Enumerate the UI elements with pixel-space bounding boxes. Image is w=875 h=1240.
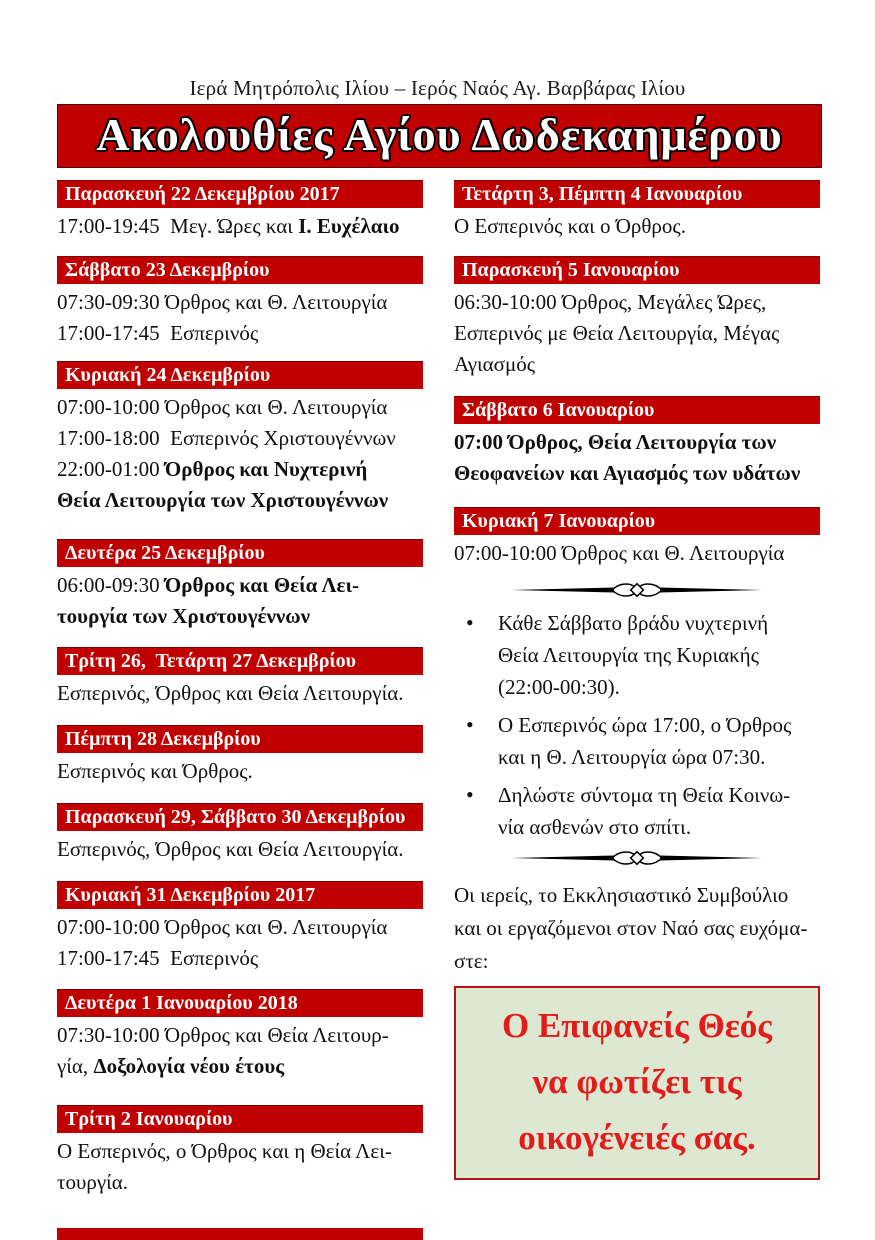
- text-segment: Αγιασμός: [454, 352, 536, 376]
- entry-body: [57, 567, 423, 632]
- entry-line: [57, 485, 423, 516]
- schedule-entry: [57, 803, 423, 865]
- entry-body: [57, 675, 423, 709]
- entry-line: [454, 458, 820, 489]
- entry-line: [57, 318, 423, 349]
- note-line: [498, 741, 791, 773]
- greeting-line: Ο Επιφανείς Θεός: [501, 1006, 773, 1045]
- entry-line: [57, 1136, 423, 1167]
- entry-line: [454, 211, 820, 242]
- right-entries: [454, 180, 820, 569]
- note-line: [498, 671, 768, 703]
- entry-body: [454, 535, 820, 569]
- entry-line: [57, 1167, 423, 1198]
- entry-line: [454, 427, 820, 458]
- text-segment: Θεία Λειτουργία της Κυριακής: [498, 643, 759, 667]
- entry-line: [57, 1051, 423, 1082]
- note-text: [498, 709, 791, 773]
- schedule-entry: [57, 1105, 423, 1198]
- schedule-entry: [57, 539, 423, 632]
- entry-line: [454, 287, 820, 318]
- text-segment: και η Θ. Λειτουργία ώρα 07:30.: [498, 745, 766, 769]
- entry-line: [57, 601, 423, 632]
- text-segment: Εσπερινός, Όρθρος και Θεία Λειτουργία.: [57, 681, 404, 705]
- entry-line: [57, 287, 423, 318]
- entry-date-header: Τρίτη 26, Τετάρτη 27 Δεκεμβρίου: [57, 647, 423, 675]
- text-segment: Εσπερινός και Όρθρος.: [57, 759, 253, 783]
- text-segment: Θεία Λειτουργία των Χριστουγέννων: [57, 488, 389, 512]
- entry-date-header: Παρασκευή 22 Δεκεμβρίου 2017: [57, 180, 423, 208]
- note-line: [498, 779, 790, 811]
- schedule-entry: [57, 180, 423, 242]
- entry-body: [57, 389, 423, 516]
- schedule-entry: [454, 180, 820, 242]
- text-segment: Ι. Ευχέλαιο: [298, 214, 400, 238]
- title-banner: [57, 104, 822, 168]
- schedule-entry: [57, 256, 423, 349]
- bullet-icon: •: [466, 782, 474, 807]
- text-segment: τουργία των Χριστουγέννων: [57, 604, 310, 628]
- text-segment: 17:00-17:45 Εσπερινός: [57, 946, 259, 970]
- church-subtitle: Ιερά Μητρόπολις Ιλίου – Ιερός Ναός Αγ. Βαρβάρας Ιλίου: [189, 76, 686, 100]
- entry-line: [454, 318, 820, 349]
- closing-line: [454, 879, 820, 912]
- text-segment: Οι ιερείς, το Εκκλησιαστικό Συμβούλιο: [454, 883, 789, 907]
- entry-date-header: Κυριακή 31 Δεκεμβρίου 2017: [57, 881, 423, 909]
- entry-body: [57, 909, 423, 974]
- entry-line: [57, 678, 423, 709]
- text-segment: 07:30-09:30 Όρθρος και Θ. Λειτουργία: [57, 290, 388, 314]
- text-segment: 07:00 Όρθρος, Θεία Λειτουργία των: [454, 430, 777, 454]
- entry-body: [57, 753, 423, 787]
- text-segment: Δηλώστε σύντομα τη Θεία Κοινω-: [498, 783, 791, 807]
- schedule-entry: [57, 647, 423, 709]
- closing-line: [454, 912, 820, 945]
- entry-line: [57, 570, 423, 601]
- entry-body: [454, 424, 820, 489]
- entry-body: [57, 284, 423, 349]
- entry-line: [57, 454, 423, 485]
- text-segment: 07:00-10:00 Όρθρος και Θ. Λειτουργία: [454, 541, 785, 565]
- note-text: [498, 607, 768, 703]
- note-text: [498, 779, 790, 843]
- schedule-entry: [454, 507, 820, 569]
- entry-body: [454, 208, 820, 242]
- schedule-entry: [57, 881, 423, 974]
- note-item: [454, 779, 820, 843]
- text-segment: 17:00-17:45 Εσπερινός: [57, 321, 259, 345]
- entry-line: [57, 1020, 423, 1051]
- text-segment: Εσπερινός, Όρθρος και Θεία Λειτουργία.: [57, 837, 404, 861]
- text-segment: 22:00-01:00: [57, 457, 165, 481]
- entry-date-header: Κυριακή 7 Ιανουαρίου: [454, 507, 820, 535]
- note-line: [498, 709, 791, 741]
- entry-body: [57, 1133, 423, 1198]
- note-item: [454, 607, 820, 703]
- text-segment: γία,: [57, 1054, 94, 1078]
- text-segment: στε:: [454, 949, 489, 973]
- flourish-icon: [512, 849, 762, 867]
- greeting-line: οικογένειές σας.: [518, 1118, 756, 1157]
- schedule-entry: [454, 396, 820, 489]
- entry-date-header: Παρασκευή 29, Σάββατο 30 Δεκεμβρίου: [57, 803, 423, 831]
- bullet-icon: •: [466, 610, 474, 635]
- bullet-icon: •: [466, 712, 474, 737]
- entry-line: [57, 834, 423, 865]
- text-segment: Κάθε Σάββατο βράδυ νυχτερινή: [498, 611, 769, 635]
- greeting-box: [454, 986, 820, 1180]
- text-segment: 06:30-10:00 Όρθρος, Μεγάλες Ώρες,: [454, 290, 767, 314]
- note-line: [498, 607, 768, 639]
- notes-list: [454, 607, 820, 843]
- entry-line: [57, 392, 423, 423]
- right-column: [454, 180, 820, 1180]
- entry-date-header: Δευτέρα 1 Ιανουαρίου 2018: [57, 989, 423, 1017]
- entry-line: [454, 538, 820, 569]
- text-segment: 07:30-10:00 Όρθρος και Θεία Λειτουρ-: [57, 1023, 389, 1047]
- schedule-entry: [57, 725, 423, 787]
- text-segment: Δοξολογία νέου έτους: [93, 1054, 285, 1078]
- entry-line: [57, 912, 423, 943]
- partial-header-bar: [57, 1228, 423, 1240]
- text-segment: 17:00-18:00 Εσπερινός Χριστουγέννων: [57, 426, 396, 450]
- entry-date-header: Σάββατο 23 Δεκεμβρίου: [57, 256, 423, 284]
- entry-date-header: Τετάρτη 3, Πέμπτη 4 Ιανουαρίου: [454, 180, 820, 208]
- entry-date-header: Κυριακή 24 Δεκεμβρίου: [57, 361, 423, 389]
- text-segment: Ο Εσπερινός ώρα 17:00, ο Όρθρος: [498, 713, 792, 737]
- entry-line: [57, 423, 423, 454]
- entry-body: [454, 284, 820, 380]
- text-segment: 07:00-10:00 Όρθρος και Θ. Λειτουργία: [57, 915, 388, 939]
- text-segment: 17:00-19:45 Μεγ. Ώρες και: [57, 214, 299, 238]
- schedule-entry: [57, 989, 423, 1082]
- entry-date-header: Παρασκευή 5 Ιανουαρίου: [454, 256, 820, 284]
- entry-body: [57, 831, 423, 865]
- schedule-entry: [454, 256, 820, 380]
- text-segment: Όρθρος και Θεία Λει-: [164, 573, 359, 597]
- page-title: Ακολουθίες Αγίου Δωδεκαημέρου: [96, 109, 783, 160]
- text-segment: (22:00-00:30).: [498, 675, 620, 699]
- closing-line: [454, 945, 820, 978]
- ornament-divider-icon: [454, 849, 820, 867]
- entry-body: [57, 1017, 423, 1082]
- text-segment: Όρθρος και Νυχτερινή: [164, 457, 368, 481]
- text-segment: 06:00-09:30: [57, 573, 165, 597]
- text-segment: 07:00-10:00 Όρθρος και Θ. Λειτουργία: [57, 395, 388, 419]
- entry-date-header: Σάββατο 6 Ιανουαρίου: [454, 396, 820, 424]
- note-item: [454, 709, 820, 773]
- note-line: [498, 639, 768, 671]
- text-segment: Θεοφανείων και Αγιασμός των υδάτων: [454, 461, 801, 485]
- entry-date-header: Δευτέρα 25 Δεκεμβρίου: [57, 539, 423, 567]
- schedule-entry: [57, 361, 423, 516]
- text-segment: Εσπερινός με Θεία Λειτουργία, Μέγας: [454, 321, 780, 345]
- text-segment: τουργία.: [57, 1170, 128, 1194]
- ornament-divider-icon: [454, 581, 820, 599]
- left-column: [57, 180, 423, 1198]
- note-line: [498, 811, 790, 843]
- entry-body: [57, 208, 423, 242]
- text-segment: Ο Εσπερινός, ο Όρθρος και η Θεία Λει-: [57, 1139, 392, 1163]
- closing-paragraph: [454, 879, 820, 978]
- text-segment: και οι εργαζόμενοι στον Ναό σας ευχόμα-: [454, 916, 808, 940]
- entry-line: [57, 756, 423, 787]
- text-segment: νία ασθενών στο σπίτι.: [498, 815, 692, 839]
- text-segment: Ο Εσπερινός και ο Όρθρος.: [454, 214, 686, 238]
- entry-date-header: Πέμπτη 28 Δεκεμβρίου: [57, 725, 423, 753]
- entry-line: [454, 349, 820, 380]
- entry-date-header: Τρίτη 2 Ιανουαρίου: [57, 1105, 423, 1133]
- entry-line: [57, 211, 423, 242]
- greeting-line: να φωτίζει τις: [532, 1062, 742, 1101]
- entry-line: [57, 943, 423, 974]
- flourish-icon: [512, 581, 762, 599]
